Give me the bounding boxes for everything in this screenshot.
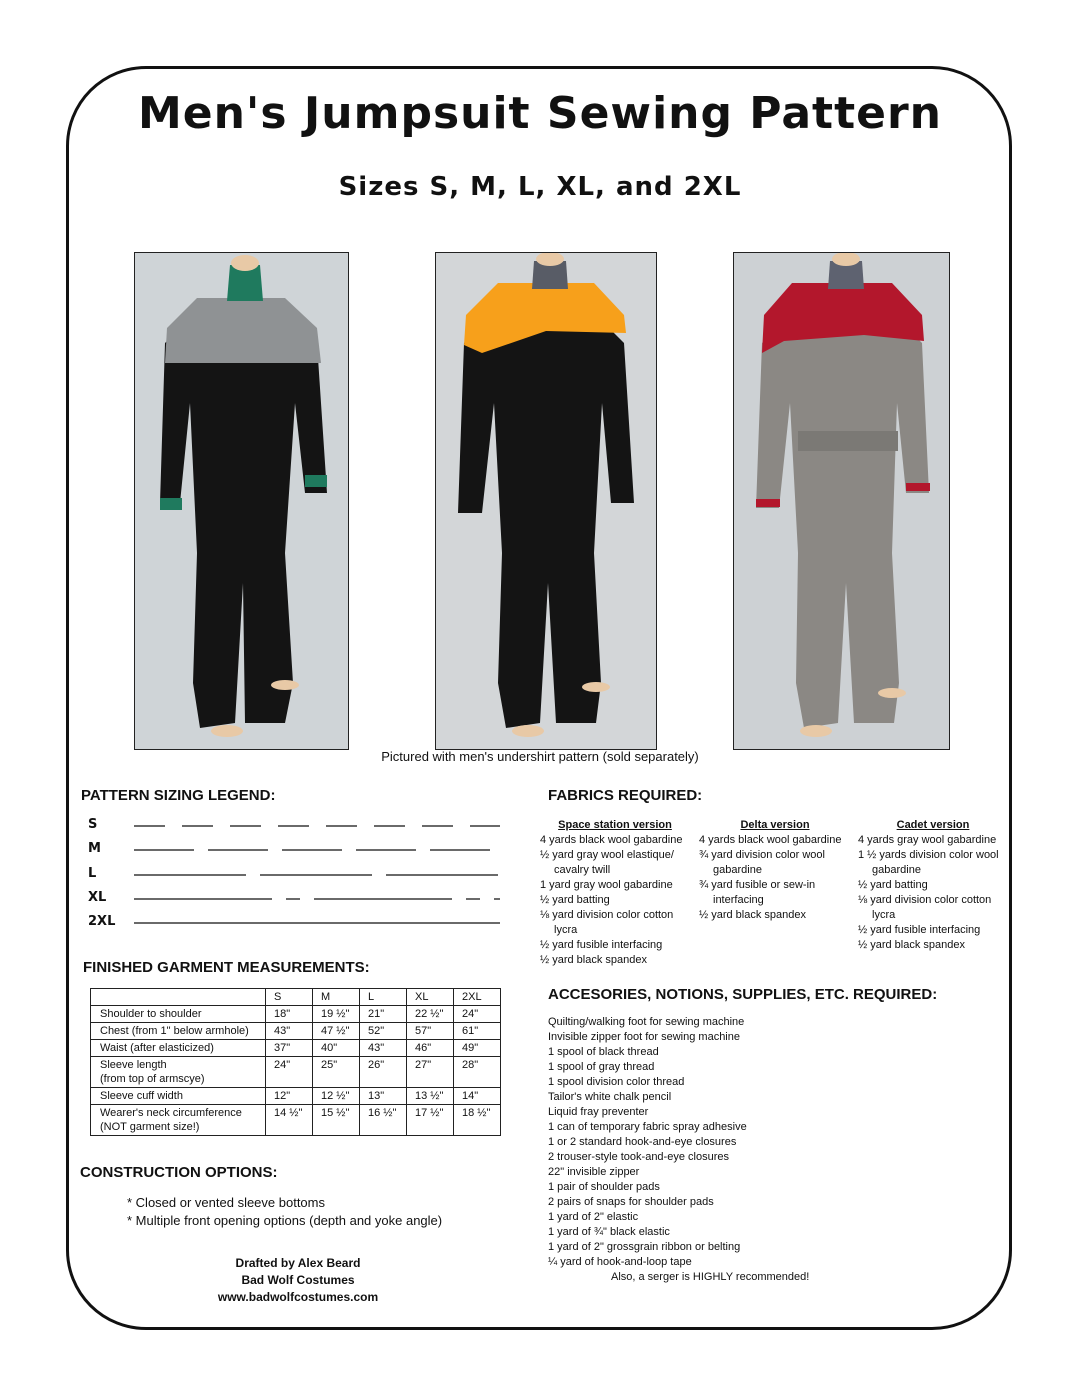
list-item: ½ yard batting [540, 894, 610, 906]
table-header-cell: S [266, 989, 313, 1006]
table-cell: 46" [407, 1040, 454, 1057]
space-station-jumpsuit-photo [134, 252, 349, 750]
table-cell: 26" [360, 1057, 407, 1088]
credits-website: www.badwolfcostumes.com [217, 1290, 379, 1304]
accessories-heading: ACCESORIES, NOTIONS, SUPPLIES, ETC. REQUIRED: [548, 986, 938, 1003]
table-cell: Shoulder to shoulder [91, 1006, 266, 1023]
table-cell: 17 ½" [407, 1105, 454, 1136]
table-row [91, 1057, 501, 1088]
table-header-cell: L [360, 989, 407, 1006]
table-cell: 13 ½" [407, 1088, 454, 1105]
list-item: ½ yard black spandex [699, 909, 807, 921]
photo-cadet [734, 253, 949, 749]
table-cell: 40" [313, 1040, 360, 1057]
list-item: ½ yard batting [858, 879, 928, 891]
legend-size-m: M [88, 841, 101, 856]
table-cell: 61" [454, 1023, 501, 1040]
table-row [91, 1023, 501, 1040]
table-header-cell: 2XL [454, 989, 501, 1006]
table-cell: 24" [266, 1057, 313, 1088]
table-row [91, 1105, 501, 1136]
table-row [91, 1040, 501, 1057]
table-cell: 13" [360, 1088, 407, 1105]
list-item: 1 yard of 2" grossgrain ribbon or belting [548, 1241, 741, 1253]
fabrics-cadet-column [858, 818, 1008, 953]
delta-jumpsuit-photo [435, 252, 657, 750]
credits-author: Drafted by Alex Beard [235, 1256, 361, 1270]
table-cell: 43" [360, 1040, 407, 1057]
legend-size-2xl: 2XL [88, 914, 116, 929]
table-cell: 18" [266, 1006, 313, 1023]
list-item: * Closed or vented sleeve bottoms [127, 1195, 325, 1210]
list-item: ¼ yard of hook-and-loop tape [548, 1256, 692, 1268]
list-item: 4 yards gray wool gabardine [858, 834, 997, 846]
table-cell: 21" [360, 1006, 407, 1023]
table-header-cell: XL [407, 989, 454, 1006]
list-item: 1 ½ yards division color wool gabardine [858, 849, 999, 876]
list-item: 1 yard of 2" elastic [548, 1211, 639, 1223]
table-cell: 15 ½" [313, 1105, 360, 1136]
table-cell: 57" [407, 1023, 454, 1040]
table-cell: Sleeve cuff width [91, 1088, 266, 1105]
legend-size-xl: XL [88, 890, 107, 905]
list-item: 1 pair of shoulder pads [548, 1181, 660, 1193]
table-cell: 19 ½" [313, 1006, 360, 1023]
legend-size-l: L [88, 866, 97, 881]
table-header-row [91, 989, 501, 1006]
list-item: Invisible zipper foot for sewing machine [548, 1031, 740, 1043]
list-item: Liquid fray preventer [548, 1106, 649, 1118]
table-cell: 24" [454, 1006, 501, 1023]
cadet-jumpsuit-photo [733, 252, 950, 750]
list-item: ⅛ yard division color cotton lycra [858, 894, 992, 921]
table-cell: 12 ½" [313, 1088, 360, 1105]
table-cell: 47 ½" [313, 1023, 360, 1040]
cell-line: Sleeve length [100, 1059, 167, 1071]
credits [198, 1255, 398, 1306]
list-item: ⅛ yard division color cotton lycra [540, 909, 674, 936]
list-item: 1 spool division color thread [548, 1076, 685, 1088]
table-row [91, 1088, 501, 1105]
list-item: 4 yards black wool gabardine [540, 834, 683, 846]
table-cell [91, 1057, 266, 1088]
list-item: ½ yard fusible interfacing [858, 924, 981, 936]
list-item: 1 spool of gray thread [548, 1061, 655, 1073]
photo-caption: Pictured with men's undershirt pattern (sold separately) [381, 749, 699, 764]
list-item: ½ yard black spandex [540, 954, 648, 966]
list-item: * Multiple front opening options (depth and yoke angle) [127, 1213, 443, 1228]
list-item: 4 yards black wool gabardine [699, 834, 842, 846]
fabrics-column-title: Delta version [740, 819, 810, 831]
measurements-heading: FINISHED GARMENT MEASUREMENTS: [83, 959, 370, 976]
table-cell: Chest (from 1" below armhole) [91, 1023, 266, 1040]
list-item: 2 trouser-style took-and-eye closures [548, 1151, 729, 1163]
page-title: Men's Jumpsuit Sewing Pattern [137, 88, 942, 139]
table-cell: 14 ½" [266, 1105, 313, 1136]
table-cell: 27" [407, 1057, 454, 1088]
table-cell: 28" [454, 1057, 501, 1088]
list-item: Quilting/walking foot for sewing machine [548, 1016, 745, 1028]
table-cell: 16 ½" [360, 1105, 407, 1136]
legend-heading: PATTERN SIZING LEGEND: [81, 787, 276, 804]
table-cell: 22 ½" [407, 1006, 454, 1023]
fabrics-column-title: Space station version [558, 819, 672, 831]
list-item: ½ yard gray wool elastique/ cavalry twill [540, 849, 674, 876]
list-item: ½ yard black spandex [858, 939, 966, 951]
measurements-table [90, 988, 501, 1136]
fabrics-column-title: Cadet version [896, 819, 970, 831]
table-cell: 12" [266, 1088, 313, 1105]
legend-line-samples [130, 812, 502, 928]
table-cell: 52" [360, 1023, 407, 1040]
table-cell: 18 ½" [454, 1105, 501, 1136]
table-cell: 43" [266, 1023, 313, 1040]
list-item: 1 yard of ¾" black elastic [548, 1226, 670, 1238]
table-cell: 49" [454, 1040, 501, 1057]
cell-line: (NOT garment size!) [100, 1121, 200, 1133]
table-cell: 14" [454, 1088, 501, 1105]
table-cell: 25" [313, 1057, 360, 1088]
table-row [91, 1006, 501, 1023]
construction-options-list [127, 1194, 442, 1230]
photo-delta [436, 253, 656, 749]
fabrics-space-station-column [540, 818, 690, 968]
list-item: 1 can of temporary fabric spray adhesive [548, 1121, 747, 1133]
list-item: Tailor's white chalk pencil [548, 1091, 672, 1103]
cell-line: Wearer's neck circumference [100, 1107, 242, 1119]
list-item: ¾ yard fusible or sew-in interfacing [699, 879, 816, 906]
table-cell: Waist (after elasticized) [91, 1040, 266, 1057]
list-item: 22" invisible zipper [548, 1166, 640, 1178]
table-header-cell [91, 989, 266, 1006]
construction-heading: CONSTRUCTION OPTIONS: [80, 1164, 278, 1181]
page-subtitle: Sizes S, M, L, XL, and 2XL [338, 172, 742, 202]
credits-company: Bad Wolf Costumes [241, 1273, 355, 1287]
list-item: ¾ yard division color wool gabardine [699, 849, 825, 876]
table-cell [91, 1105, 266, 1136]
list-item: 1 spool of black thread [548, 1046, 659, 1058]
fabrics-delta-column [699, 818, 851, 923]
fabrics-heading: FABRICS REQUIRED: [548, 787, 703, 804]
serger-note: Also, a serger is HIGHLY recommended! [611, 1271, 810, 1283]
legend-size-s: S [88, 817, 98, 832]
table-cell: 37" [266, 1040, 313, 1057]
list-item: 1 or 2 standard hook-and-eye closures [548, 1136, 737, 1148]
photo-space-station [135, 253, 348, 749]
list-item: 2 pairs of snaps for shoulder pads [548, 1196, 714, 1208]
list-item: ½ yard fusible interfacing [540, 939, 663, 951]
table-header-cell: M [313, 989, 360, 1006]
accessories-list [548, 1015, 809, 1285]
list-item: 1 yard gray wool gabardine [540, 879, 673, 891]
cell-line: (from top of armscye) [100, 1073, 205, 1085]
